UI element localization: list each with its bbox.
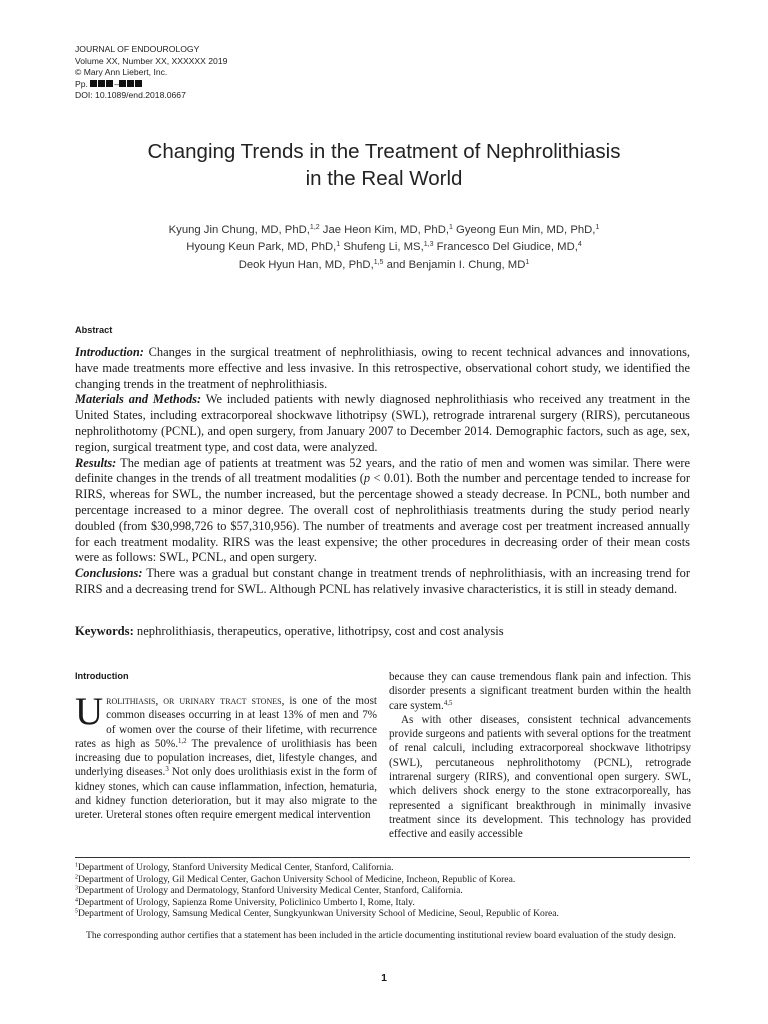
author-name: Gyeong Eun Min, MD, PhD, [456,224,596,236]
abstract-results [75,456,690,567]
author-affiliation: 1,2 [309,224,320,232]
abstract-methods [75,392,690,455]
author-line [0,257,768,274]
pages-line [75,79,227,91]
section-text: There was a gradual but constant change in treatment trends of nephrolithiasis, with an increasing trend for RIRS and a decreasing trend for SWL. Although PCNL has relatively invasive characteristics, it is still in steady demand. [75,566,690,596]
section-text: < 0.01). Both the number and percentage tended to increase for RIRS, whereas for SWL, the number increased, but the percentage showed a steady decrease. In PCNL, both number and percentage increased to a minor degree. The overall cost of nephrolithiasis treatments during the study period nearly doubled (from $30,998,726 to $57,310,956). The number of treatments and average cost per treatment increased annually for each treatment modality. RIRS was the least expensive; the other procedures in decreasing order of their mean costs were as follows: SWL, PCNL, and open surgery. [75,471,690,565]
redacted-block-icon [106,80,113,87]
affiliation-text: Department of Urology, Gil Medical Center, Gachon University School of Medicine, Incheon, Republic of Korea. [77,873,516,885]
section-text: We included patients with newly diagnosed nephrolithiasis who received any treatment in the United States, including extracorporeal shockwave lithotripsy (SWL), retrograde intrarenal surgery (RIRS), percutaneous nephrolithotomy (PCNL), and open surgery, from January 2007 to December 2014. Demographic factors, such as age, sex, region, surgical treatment type, and cost data, were analyzed. [75,392,691,454]
author-affiliation: 1 [449,224,453,232]
body-text: because they can cause tremendous flank pain and infection. This disorder presents a significant treatment burden within the health care system. [389,671,691,712]
affiliation-number: 5 [75,909,78,916]
citation: 3 [165,766,169,774]
redacted-block-icon [127,80,134,87]
affiliation-number: 3 [75,885,78,892]
p-value-symbol: p [363,471,371,486]
affiliation-item [75,862,690,874]
redacted-block-icon [135,80,142,87]
affiliation-number: 1 [75,862,78,869]
section-text: The median age of patients at treatment was 52 years, and the ratio of men and women was similar. There were definite changes in the trends of all treatment modalities ( [75,455,690,486]
author-name: Hyoung Keun Park, MD, PhD, [186,241,337,254]
journal-name: JOURNAL OF ENDOUROLOGY [75,44,200,54]
introduction-heading: Introduction [75,671,129,681]
page-number: 1 [381,972,387,984]
drop-cap: U [75,690,104,733]
section-label: Results: [75,455,117,470]
affiliation-item [75,897,690,909]
author-name: Kyung Jin Chung, MD, PhD, [168,224,310,236]
affiliation-text: Department of Urology, Samsung Medical Center, Sungkyunkwan University School of Medicine, Seoul, Republic of Korea. [77,908,559,920]
keywords-label: Keywords: [75,624,134,638]
journal-volume: Volume XX, Number XX, XXXXXX 2019 [75,55,228,66]
section-label: Conclusions: [75,566,143,581]
affiliations [75,862,690,920]
author-name: Deok Hyun Han, MD, PhD, [238,258,374,271]
abstract-body [75,345,690,598]
article-title [0,138,768,192]
title-line-2: in the Real World [305,167,463,190]
abstract-introduction [75,345,690,392]
affiliation-text: Department of Urology and Dermatology, Stanford University Medical Center, Stanford, California. [77,885,463,897]
keywords-text: nephrolithiasis, therapeutics, operative, lithotripsy, cost and cost analysis [133,624,504,638]
irb-statement: The corresponding author certifies that a statement has been included in the article documenting institutional review board evaluation of the study design. [86,930,676,941]
citation: 1,2 [177,738,187,746]
title-line-1: Changing Trends in the Treatment of Nephrolithiasis [147,140,621,163]
affiliation-number: 2 [75,874,78,881]
abstract-heading: Abstract [75,325,113,335]
abstract-conclusions [75,566,690,598]
intro-left-column [75,670,377,823]
author-name: Jae Heon Kim, MD, PhD, [322,224,449,236]
doi-line: DOI: 10.1089/end.2018.0667 [75,90,186,101]
affiliation-item [75,885,690,897]
affiliation-text: Department of Urology, Sapienza Rome University, Policlinico Umberto I, Rome, Italy. [77,896,415,908]
affiliation-number: 4 [75,897,78,904]
citation: 4,5 [443,699,453,707]
body-text: Not only does urolithiasis exist in the form of kidney stones, which can cause inflammation, infection, hematuria, and kidney function deterioration, but it may also migrate to the ureter. Ureteral stones often require emergent medical intervention [75,766,378,822]
intro-paragraph [389,670,691,713]
affiliation-text: Department of Urology, Stanford University Medical Center, Stanford, California. [77,862,394,873]
redacted-block-icon [98,80,105,87]
author-name: Francesco Del Giudice, MD, [436,241,578,254]
lead-in-smallcaps: rolithiasis, or urinary tract stones, [106,695,285,707]
copyright-line: © Mary Ann Liebert, Inc. [75,67,168,78]
intro-paragraph: As with other diseases, consistent technical advancements provide surgeons and patients with several options for the treatment of renal calculi, including extracorporeal shockwave lithotripsy (SWL), percutaneous nephrolithotomy (PCNL), retrograde intrarenal surgery (RIRS), and conventional open surgery. SWL, which delivers shock energy to the stone extracorporeally, has represented a significant breakthrough in minimally invasive treatment since its development. This technology has provided effective and easily accessible [389,713,691,841]
section-text: Changes in the surgical treatment of nephrolithiasis, owing to recent technical advances and innovations, have made treatments more effective and less invasive. In this retrospective, observational cohort study, we identified the changing trends in the treatment of nephrolithiasis. [75,345,690,391]
intro-paragraph [75,690,378,823]
author-line [0,239,768,256]
pages-prefix: Pp. [75,78,88,89]
pages-separator: – [114,78,120,89]
author-name: Shufeng Li, MS, [343,241,424,254]
author-name: and Benjamin I. Chung, MD [386,258,526,271]
keywords [75,624,695,639]
section-label: Materials and Methods: [75,392,202,407]
author-affiliation: 1,5 [373,258,384,266]
body-text: is one of the most common diseases occurring in at least 13% of men and 7% of women over the course of their lifetime, with recurrence rates as high as 50%. [75,695,377,750]
affiliation-item [75,908,690,920]
redacted-block-icon [119,80,126,87]
footnote-divider [75,857,690,858]
author-affiliation: 1 [336,241,341,249]
author-list [0,222,768,274]
intro-right-column [389,670,691,842]
author-affiliation: 1 [525,258,530,266]
author-affiliation: 1,3 [423,241,434,249]
author-affiliation: 4 [577,241,582,249]
redacted-block-icon [90,80,97,87]
section-label: Introduction: [75,345,144,359]
author-affiliation: 1 [595,224,600,232]
author-line [0,222,768,239]
journal-header [75,44,227,102]
body-text: The prevalence of urolithiasis has been increasing due to population increases, diet, lifestyle changes, and underlying diseases. [75,737,377,779]
affiliation-item [75,874,690,886]
